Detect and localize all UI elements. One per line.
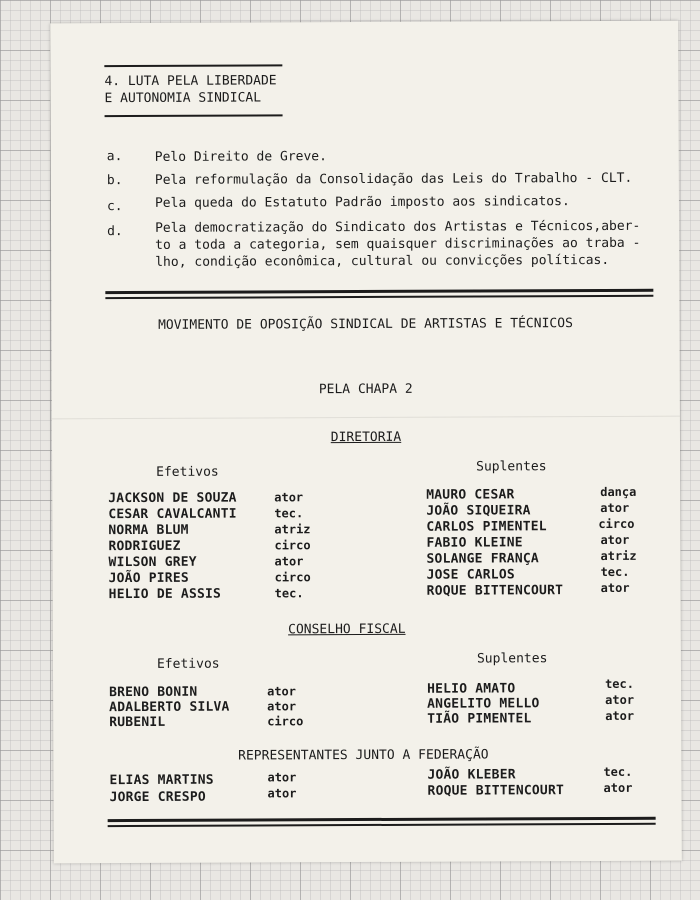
member-role: dança — [600, 484, 637, 499]
member-name: ROQUE BITTENCOURT — [427, 783, 565, 799]
item-letter: c. — [106, 199, 123, 215]
member-role: atriz — [600, 548, 637, 563]
list-item — [155, 193, 675, 212]
federacao-title: REPRESENTANTES JUNTO A FEDERAÇÃO — [238, 747, 489, 764]
member-name: TIÃO PIMENTEL — [427, 711, 532, 727]
member-name: WILSON GREY — [108, 554, 197, 571]
member-role: tec. — [605, 676, 634, 691]
member-role: circo — [274, 570, 311, 585]
divider-bottom — [108, 817, 656, 822]
chapa-title: PELA CHAPA 2 — [318, 381, 413, 398]
member-name: MAURO CESAR — [426, 487, 515, 503]
member-role: ator — [267, 786, 297, 801]
member-role: tec. — [274, 506, 304, 521]
member-role: ator — [267, 699, 297, 714]
member-name: JOSE CARLOS — [426, 567, 515, 583]
title-top-rule — [104, 64, 282, 67]
item-letter: a. — [106, 149, 123, 165]
item-letter: b. — [106, 173, 123, 189]
member-name: JOÃO KLEBER — [427, 767, 516, 783]
member-name: ELIAS MARTINS — [109, 772, 214, 789]
conselho-suplentes-label: Suplentes — [476, 651, 548, 667]
item-line: Pelo Direito de Greve. — [154, 149, 327, 165]
member-role: circo — [274, 538, 311, 553]
member-role: ator — [600, 500, 630, 515]
member-role: ator — [267, 770, 297, 785]
member-name: ANGELITO MELLO — [427, 696, 540, 712]
member-name: JOÃO PIRES — [108, 570, 189, 587]
member-role: tec. — [274, 586, 304, 601]
diretoria-title: DIRETORIA — [330, 429, 402, 446]
member-name: JOÃO SIQUEIRA — [426, 503, 531, 519]
member-role: ator — [600, 580, 630, 595]
member-name: RUBENIL — [109, 714, 166, 731]
member-name: HELIO DE ASSIS — [108, 586, 222, 603]
item-letter: d. — [107, 224, 123, 240]
member-name: JACKSON DE SOUZA — [108, 490, 237, 507]
item-line: Pela queda do Estatuto Padrão imposto aos sindicatos. — [154, 194, 570, 211]
member-role: ator — [605, 708, 635, 723]
item-line: Pela democratização do Sindicato dos Artistas e Técnicos,aber- — [155, 218, 641, 236]
section-title — [104, 72, 276, 107]
member-name: HELIO AMATO — [427, 681, 516, 697]
item-line: Pela reformulação da Consolidação das Leis do Trabalho - CLT. — [154, 170, 633, 188]
member-role: ator — [605, 692, 635, 707]
member-role: tec. — [600, 564, 630, 579]
member-name: SOLANGE FRANÇA — [426, 551, 539, 567]
item-line: lho, condição econômica, cultural ou convicções políticas. — [155, 252, 610, 270]
member-name: RODRIGUEZ — [108, 538, 181, 555]
paper-fold — [52, 416, 680, 420]
member-role: atriz — [274, 522, 311, 537]
divider-top — [105, 289, 653, 294]
divider-bottom-2 — [108, 823, 656, 827]
member-role: circo — [598, 516, 635, 531]
section-title-line2: E AUTONOMIA SINDICAL — [104, 90, 262, 107]
member-name: BRENO BONIN — [109, 684, 198, 701]
member-role: ator — [603, 780, 633, 795]
list-item — [155, 218, 675, 271]
document-sheet — [50, 21, 682, 864]
diretoria-efetivos-label: Efetivos — [156, 464, 219, 480]
member-name: FABIO KLEINE — [426, 535, 523, 551]
member-name: ROQUE BITTENCOURT — [426, 583, 564, 599]
list-item — [155, 170, 675, 189]
conselho-title: CONSELHO FISCAL — [288, 621, 406, 638]
member-role: tec. — [603, 764, 633, 779]
item-line: to a toda a categoria, sem quaisquer discriminações ao traba - — [155, 235, 641, 253]
member-role: ator — [274, 554, 304, 569]
member-name: CARLOS PIMENTEL — [426, 519, 547, 535]
list-item — [155, 147, 675, 166]
member-role: circo — [267, 714, 304, 729]
conselho-efetivos-label: Efetivos — [156, 656, 220, 672]
movement-title: MOVIMENTO DE OPOSIÇÃO SINDICAL DE ARTISTAS E TÉCNICOS — [158, 316, 573, 333]
divider-top-2 — [105, 295, 653, 299]
member-name: JORGE CRESPO — [109, 789, 206, 806]
member-role: ator — [274, 490, 304, 505]
diretoria-suplentes-label: Suplentes — [476, 459, 547, 475]
member-name: CESAR CAVALCANTI — [108, 506, 237, 523]
member-role: ator — [267, 684, 297, 699]
section-title-line1: 4. LUTA PELA LIBERDADE — [104, 73, 277, 90]
member-name: ADALBERTO SILVA — [109, 699, 230, 716]
member-name: NORMA BLUM — [108, 522, 189, 539]
member-role: ator — [600, 532, 630, 547]
title-bottom-rule — [105, 114, 283, 117]
